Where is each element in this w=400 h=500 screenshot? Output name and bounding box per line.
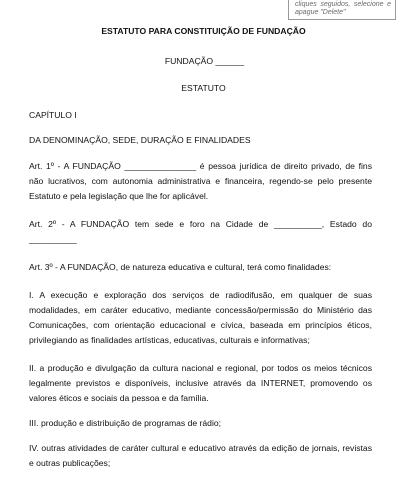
document-title: ESTATUTO PARA CONSTITUIÇÃO DE FUNDAÇÃO xyxy=(101,26,306,36)
article-1: Art. 1º - A FUNDAÇÃO _______________ é pessoa jurídica de direito privado, de fins não lucrativos, com autonomia administrativa e financeira, regendo-se pelo presente Estatuto e pela legislação que lhe for aplicável. xyxy=(29,161,372,201)
instruction-tooltip xyxy=(288,0,396,20)
item-i: I. A execução e exploração dos serviços de radiodifusão, em qualquer de suas modalidades, em caráter educativo, mediante concessão/permissão do Ministério das Comunicações, com orientação educacional e cívica, baseada em princípios éticos, privilegiando as finalidades artísticas, educativas, culturais e informativas; xyxy=(29,290,372,345)
fundacao-line: FUNDAÇÃO ______ xyxy=(164,56,245,66)
tooltip-text: cliques seguidos, selecione e apague "Delete" xyxy=(295,1,391,16)
item-ii: II. a produção e divulgação da cultura nacional e regional, por todos os meios técnicos legalmente previstos e disponíveis, inclusive através da INTERNET, promovendo os valores éticos e sociais da pessoa e da família. xyxy=(29,363,372,403)
article-3: Art. 3º - A FUNDAÇÃO, de natureza educativa e cultural, terá como finalidades: xyxy=(29,262,332,272)
item-iv: IV. outras atividades de caráter cultural e educativo através da edição de jornais, revistas e outras publicações; xyxy=(29,443,372,468)
chapter-heading: DA DENOMINAÇÃO, SEDE, DURAÇÃO E FINALIDADES xyxy=(29,135,251,145)
article-2: Art. 2º - A FUNDAÇÃO tem sede e foro na Cidade de __________, Estado do __________ xyxy=(29,219,372,244)
estatuto-heading: ESTATUTO xyxy=(181,83,226,93)
document-body xyxy=(29,24,372,471)
item-iii: III. produção e distribuição de programas de rádio; xyxy=(29,418,222,428)
chapter-label: CAPÍTULO I xyxy=(29,110,77,120)
